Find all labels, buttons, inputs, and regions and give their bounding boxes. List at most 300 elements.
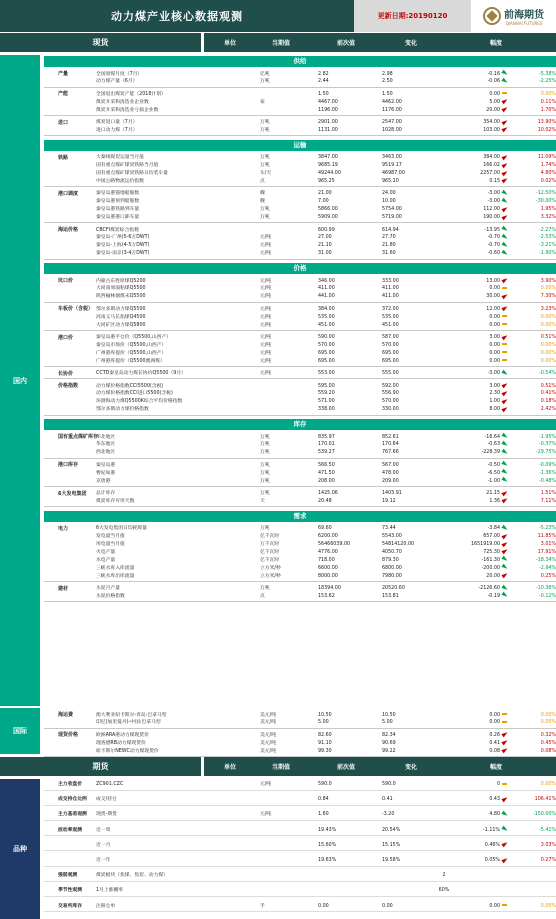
unit: 亿千瓦时 [260, 557, 280, 563]
previous-value: 590.0 [382, 782, 396, 787]
current-value: 590.0 [318, 782, 332, 787]
unit: 元/吨 [260, 371, 272, 377]
previous-value: 879.30 [382, 557, 399, 563]
col-change: 变化 [404, 764, 417, 771]
indicator-name: 煤炭开采和洗选业亏损企业数 [96, 107, 159, 113]
previous-value: 153.81 [382, 593, 399, 599]
table-row [44, 441, 556, 449]
table-row [44, 119, 556, 127]
group-demand-0 [44, 524, 556, 582]
percent-change: 0.32% [540, 732, 556, 738]
group-label: 建材 [58, 585, 69, 592]
percent-change: -10.36% [535, 586, 556, 592]
table-row [44, 383, 556, 391]
indicator-name: 进口动力煤（7月） [96, 127, 138, 133]
table-row [44, 573, 556, 581]
table-row [44, 99, 556, 107]
previous-value: 1028.00 [382, 127, 402, 133]
change-value: -3.00 [487, 199, 500, 205]
section-supply: 供给 [44, 56, 556, 67]
table-row [44, 748, 556, 756]
indicator-name: 成交/持仓 [96, 797, 117, 803]
previous-value: 852.61 [382, 434, 399, 440]
group-label: 长协价 [58, 370, 74, 377]
unit: 万吨 [260, 215, 270, 221]
trend-arrow-icon [502, 127, 508, 135]
percent-change: 13.90% [537, 120, 556, 125]
current-value: 718.00 [318, 557, 335, 563]
unit: 万吨 [260, 462, 270, 468]
trend-arrow-icon [502, 712, 507, 720]
previous-value: 31.60 [382, 251, 396, 257]
trend-arrow-icon [502, 779, 507, 791]
unit: 万吨 [260, 120, 270, 125]
change-value: 3.00 [489, 335, 500, 340]
futures-group-label: 成交持仓比例 [58, 797, 87, 803]
indicator-name: 秦皇岛港 [96, 462, 116, 468]
observation-value: 60% [438, 888, 450, 894]
change-value: -161.30 [481, 557, 500, 563]
indicator-name: 秦皇岛-上海(4-5万DWT) [96, 243, 150, 249]
change-value: 384.00 [483, 155, 500, 161]
previous-value: 73.44 [382, 526, 396, 532]
indicator-name: 欧洲ARA港动力煤现货价 [96, 732, 149, 738]
percent-change: 0.51% [540, 383, 556, 389]
trend-arrow-icon [502, 719, 507, 727]
group-transport-2 [44, 225, 556, 260]
group-price-2 [44, 333, 556, 368]
change-value: -3.84 [487, 526, 500, 532]
current-value: 4776.00 [318, 549, 338, 555]
previous-value: 695.00 [382, 358, 399, 364]
observation-value: 2 [442, 873, 446, 879]
table-row [44, 234, 556, 242]
indicator-name: 6大发电集团日均耗煤量 [96, 526, 148, 532]
percent-change: 0.51% [540, 335, 556, 340]
indicator-name: 国有重点煤矿煤炭铁路当月值 [96, 163, 159, 169]
change-value: -3.00 [487, 371, 500, 377]
percent-change: 106.41% [534, 797, 556, 803]
futures-group-label: 主力基差观测 [58, 812, 87, 818]
indicator-name: 环渤海动力煤Q5500K综合平均价格指数 [96, 399, 183, 405]
group-label: 坑口价 [58, 278, 74, 285]
indicator-name: 秦皇岛港预到船舶数 [96, 199, 140, 205]
trend-arrow-icon [502, 306, 508, 314]
table-row [44, 434, 556, 442]
table-row [44, 712, 556, 720]
percent-change: 0.00% [540, 903, 556, 909]
percent-change: 0.08% [540, 748, 556, 754]
indicator-name: 秦皇岛港港口卸车量 [96, 215, 140, 221]
unit: 美元/吨 [260, 748, 277, 754]
table-row [44, 278, 556, 286]
change-value: -13.95 [484, 227, 500, 233]
percent-change: -0.54% [539, 371, 556, 377]
group-transport-1 [44, 189, 556, 224]
unit: 元/吨 [260, 278, 272, 284]
unit: 万吨 [260, 470, 270, 476]
table-row [44, 178, 556, 186]
change-value: 1651919.00 [471, 542, 500, 548]
section-transport: 运输 [44, 140, 556, 151]
previous-value: 535.00 [382, 314, 399, 320]
change-value: 0 [496, 782, 500, 787]
percent-change: 3.03% [540, 842, 556, 848]
spot-column-header [0, 33, 556, 52]
previous-value: 46987.00 [382, 171, 405, 177]
table-row [44, 293, 556, 301]
table-row [44, 557, 556, 565]
percent-change: 0.18% [540, 399, 556, 405]
percent-change: 0.11% [540, 99, 556, 105]
table-row [44, 198, 556, 206]
unit: 万吨 [260, 491, 270, 496]
table-row [44, 565, 556, 573]
unit: 点 [260, 178, 265, 184]
change-value: -0.50 [487, 462, 500, 468]
indicator-name: 发电量当月值 [96, 534, 125, 540]
current-value: 82.60 [318, 732, 332, 738]
table-row [44, 740, 556, 748]
previous-value: 333.00 [382, 278, 399, 284]
current-value: 7.00 [318, 199, 329, 205]
previous-value: 5.00 [382, 720, 393, 726]
trend-arrow-icon [502, 593, 508, 601]
previous-value: 21.80 [382, 243, 396, 249]
percent-change: 0.00% [540, 358, 556, 364]
percent-change: 0.00% [540, 712, 556, 718]
futures-row [44, 870, 556, 882]
futures-row [44, 840, 556, 852]
group-label: 国有重点煤矿库存 [58, 434, 99, 441]
current-value: 5866.00 [318, 207, 338, 213]
current-value: 91.10 [318, 740, 332, 746]
change-value: -228.39 [481, 450, 500, 456]
section-demand: 需求 [44, 511, 556, 522]
current-value: 69.60 [318, 526, 332, 532]
previous-value: 1403.91 [382, 491, 402, 496]
trend-arrow-icon [502, 901, 507, 913]
trend-arrow-icon [502, 840, 508, 852]
percent-change: -2.25% [539, 79, 556, 85]
trend-arrow-icon [502, 107, 508, 115]
percent-change: 0.00% [540, 342, 556, 348]
previous-value: 1176.00 [382, 107, 402, 113]
futures-group-label: 主力收盘价 [58, 782, 82, 787]
futures-column-header [0, 757, 556, 776]
current-value: 170.01 [318, 442, 335, 448]
current-value: 49244.00 [318, 171, 341, 177]
table-row [44, 250, 556, 258]
unit: 元/吨 [260, 294, 272, 300]
percent-change: 0.27% [540, 858, 556, 863]
current-value: 539.27 [318, 450, 335, 456]
current-value: 571.00 [318, 399, 335, 405]
table-row [44, 732, 556, 740]
indicator-name: 煤炭开采和洗选业企业数 [96, 99, 149, 105]
current-value: 2901.00 [318, 120, 338, 125]
previous-value: 5543.00 [382, 534, 402, 540]
previous-value: 3463.00 [382, 155, 402, 161]
previous-value: 587.00 [382, 335, 399, 340]
futures-group-label: 强弱观测 [58, 873, 78, 879]
col-previous: 前次值 [336, 40, 355, 47]
previous-value: 82.34 [382, 732, 396, 738]
table-row [44, 462, 556, 470]
category-international: 国际 [0, 708, 40, 754]
table-row [44, 71, 556, 79]
percent-change: 7.30% [540, 294, 556, 300]
company-logo [471, 0, 556, 32]
change-value: -0.70 [487, 243, 500, 249]
current-value: 56466039.00 [318, 542, 351, 548]
percent-change: 17.91% [537, 549, 556, 555]
percent-change: -1.36% [539, 470, 556, 476]
table-row [44, 322, 556, 330]
change-value: -2126.60 [478, 586, 500, 592]
unit: 万吨 [260, 155, 270, 161]
percent-change: 1.70% [540, 107, 556, 113]
unit: 亿吨 [260, 71, 270, 77]
percent-change: 4.80% [540, 171, 556, 177]
percent-change: -0.48% [539, 478, 556, 484]
col-change: 变化 [404, 40, 417, 47]
indicator-name: 水泥价格指数 [96, 593, 125, 599]
indicator-name: 河南义马长焰煤Q4500 [96, 314, 146, 320]
table-row [44, 470, 556, 478]
indicator-name: 中国公路物流运价指数 [96, 178, 144, 184]
unit: 万吨 [260, 450, 270, 456]
current-value: 553.00 [318, 371, 335, 377]
table-row [44, 190, 556, 198]
current-value: 5909.00 [318, 215, 338, 221]
current-value: 208.00 [318, 478, 335, 484]
change-value: 0.00 [489, 358, 500, 364]
current-value: 6600.00 [318, 565, 338, 571]
previous-value: 99.22 [382, 748, 396, 754]
group-label: 港口调度 [58, 190, 79, 197]
percent-change: -0.37% [539, 442, 556, 448]
trend-arrow-icon [502, 358, 507, 366]
percent-change: -0.12% [539, 593, 556, 599]
futures-row [44, 855, 556, 867]
trend-arrow-icon [502, 478, 508, 486]
indicator-name: 煤炭板块（焦煤、焦炭、动力煤） [96, 873, 168, 879]
indicator-name: 水泥月产量 [96, 586, 120, 592]
current-value: 338.00 [318, 407, 335, 413]
previous-value: 20.54% [382, 827, 401, 833]
unit: 家 [260, 99, 265, 105]
group-label: 港口价 [58, 334, 74, 341]
previous-value: 4050.70 [382, 549, 402, 555]
indicator-name: 秦皇岛港铁路到车量 [96, 207, 140, 213]
indicator-name: 近一月 [96, 842, 111, 848]
current-value: 99.30 [318, 748, 332, 754]
unit: 万吨 [260, 526, 270, 532]
percent-change: 0.00% [540, 782, 556, 787]
current-value: 2.82 [318, 71, 329, 77]
trend-arrow-icon [502, 370, 508, 378]
trend-arrow-icon [502, 855, 508, 867]
current-value: 471.50 [318, 470, 335, 476]
group-inventory-0 [44, 432, 556, 459]
change-value: 1.00 [489, 399, 500, 405]
logo-name-en: QIANHAI FUTURES [505, 21, 543, 26]
previous-value: 695.00 [382, 350, 399, 356]
indicator-name: 秦皇岛港锚地船舶数 [96, 191, 140, 197]
unit: 亿千瓦时 [260, 549, 280, 555]
change-value: 0.00 [489, 314, 500, 320]
trend-arrow-icon [502, 314, 507, 322]
current-value: 835.97 [318, 434, 335, 440]
unit: 元/吨 [260, 235, 272, 241]
category-domestic: 国内 [0, 55, 40, 706]
futures-row [44, 901, 556, 913]
trend-arrow-icon [502, 809, 508, 821]
change-value: -3.00 [487, 191, 500, 197]
group-transport-0 [44, 153, 556, 188]
previous-value: 19.58% [382, 858, 401, 863]
table-row [44, 242, 556, 250]
current-value: 695.00 [318, 358, 335, 364]
unit: 万吨 [260, 434, 270, 440]
unit: 美元/吨 [260, 712, 277, 718]
table-row [44, 398, 556, 406]
table-row [44, 549, 556, 557]
current-value: 600.99 [318, 227, 335, 233]
current-value: 1131.00 [318, 127, 338, 133]
group-demand-1 [44, 584, 556, 603]
indicator-name: 陕西榆林烟煤末Q5500 [96, 294, 146, 300]
previous-value: 209.00 [382, 478, 399, 484]
indicator-name: 华北地区 [96, 434, 116, 440]
current-value: 3847.00 [318, 155, 338, 161]
percent-change: -5.23% [539, 526, 556, 532]
previous-value: 10.50 [382, 712, 396, 718]
current-value: 31.00 [318, 251, 332, 257]
current-value: 21.00 [318, 191, 332, 197]
unit: 元/吨 [260, 335, 272, 340]
change-value: 20.00 [486, 573, 500, 579]
table-row [44, 154, 556, 162]
previous-value: 19.12 [382, 498, 396, 504]
percent-change: -30.00% [535, 199, 556, 205]
unit: 万吨 [260, 207, 270, 213]
indicator-name: 近一周 [96, 827, 111, 833]
previous-value: 2.98 [382, 71, 393, 77]
trend-arrow-icon [502, 794, 508, 806]
change-value: -1.00 [487, 478, 500, 484]
trend-arrow-icon [502, 350, 507, 358]
change-value: -16.64 [484, 434, 500, 440]
previous-value: 614.94 [382, 227, 399, 233]
indicator-name: 总计库存 [96, 491, 116, 496]
current-value: 451.00 [318, 322, 335, 328]
group-inventory-2 [44, 489, 556, 508]
percent-change: -3.21% [539, 243, 556, 249]
percent-change: -5.41% [539, 827, 556, 833]
indicator-name: 近一年 [96, 858, 111, 863]
col-previous: 前次值 [336, 764, 355, 771]
trend-arrow-icon [502, 293, 508, 301]
change-value: 13.00 [486, 278, 500, 284]
unit: 车/天 [260, 171, 272, 177]
unit: 手 [260, 903, 265, 909]
group-label: 6大发电集团 [58, 490, 87, 497]
current-value: 535.00 [318, 314, 335, 320]
change-value: -1.11% [483, 827, 500, 833]
unit: 元/吨 [260, 342, 272, 348]
current-value: 27.00 [318, 235, 332, 241]
group-supply-2 [44, 118, 556, 137]
previous-value: 10.00 [382, 199, 396, 205]
futures-row [44, 794, 556, 806]
table-row [44, 370, 556, 378]
futures-row [44, 809, 556, 821]
col-unit: 单位 [223, 764, 236, 771]
table-row [44, 206, 556, 214]
trend-arrow-icon [502, 573, 508, 581]
previous-value: 4462.00 [382, 99, 402, 105]
table-row [44, 170, 556, 178]
percent-change: -29.75% [535, 450, 556, 456]
percent-change: 0.25% [540, 573, 556, 579]
indicator-name: 全国原煤月度（7月） [96, 71, 143, 77]
percent-change: 11.85% [537, 534, 556, 540]
previous-value: 15.15% [382, 842, 401, 848]
table-row [44, 390, 556, 398]
logo-name: 前海期货 [504, 10, 544, 21]
current-value: 9685.19 [318, 163, 338, 169]
indicator-name: 曹妃甸港 [96, 470, 116, 476]
update-date: 更新日期:20190120 [354, 0, 471, 32]
indicator-name: 动力煤产量（6月） [96, 79, 138, 85]
unit: 美元/吨 [260, 732, 277, 738]
unit: 艘 [260, 191, 265, 197]
indicator-name: 三峡水库入库流量 [96, 565, 135, 571]
previous-value: 0.41 [382, 797, 393, 803]
current-value: 5.00 [318, 720, 329, 726]
previous-value: 1.50 [382, 91, 393, 97]
current-value: 18394.00 [318, 586, 341, 592]
unit: 万吨 [260, 442, 270, 448]
current-value: 0.84 [318, 797, 329, 803]
percent-change: -5.38% [539, 71, 556, 77]
current-value: 1425.06 [318, 491, 338, 496]
percent-change: -150.00% [532, 812, 556, 818]
change-value: 4.80 [489, 812, 500, 818]
indicator-name: 现货-期货 [96, 812, 117, 818]
unit: 立方米/秒 [260, 573, 281, 579]
table-row [44, 533, 556, 541]
change-value: 3.00 [489, 383, 500, 389]
group-label: 进口 [58, 119, 69, 126]
indicator-name: 火电产量 [96, 549, 116, 555]
change-value: 0.00 [489, 903, 500, 909]
futures-row [44, 779, 556, 791]
indicator-name: 水电产量 [96, 557, 116, 563]
group-price-4 [44, 381, 556, 416]
current-value: 411.00 [318, 286, 335, 292]
table-row [44, 490, 556, 498]
group-label: 车板价（含税） [58, 306, 94, 313]
futures-group-label: 波动率观测 [58, 827, 82, 833]
indicator-name: 理查德RB动力煤现货价 [96, 740, 146, 746]
table-row [44, 358, 556, 366]
change-value: 0.05% [484, 858, 500, 863]
change-value: -0.63 [487, 442, 500, 448]
previous-value: 767.66 [382, 450, 399, 456]
